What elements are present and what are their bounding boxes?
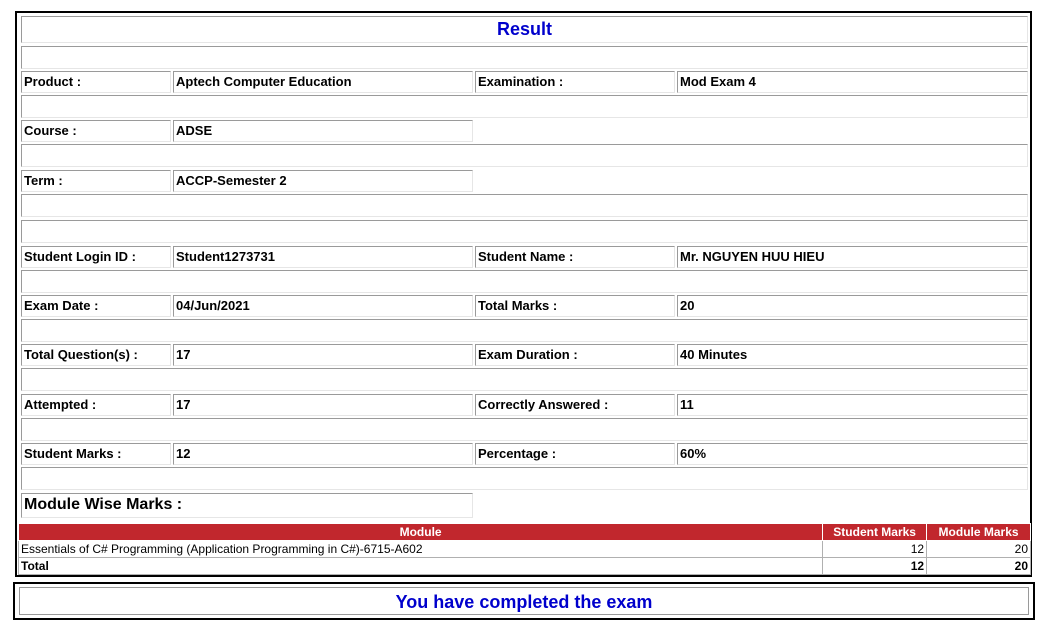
total-questions-value: 17 bbox=[176, 347, 191, 362]
total-marks-label: Total Marks : bbox=[478, 298, 558, 313]
spacer-row bbox=[21, 46, 1028, 69]
student-marks-label: Student Marks : bbox=[24, 446, 122, 461]
table-header-row bbox=[19, 524, 1031, 541]
exam-date-label: Exam Date : bbox=[24, 298, 99, 313]
attempted-value: 17 bbox=[176, 397, 191, 412]
product-value: Aptech Computer Education bbox=[176, 74, 352, 89]
column-header-module: Module bbox=[19, 524, 823, 541]
total-questions-value-cell bbox=[173, 344, 473, 366]
correct-label: Correctly Answered : bbox=[478, 397, 609, 412]
duration-label: Exam Duration : bbox=[478, 347, 578, 362]
total-module-marks-cell: 20 bbox=[927, 558, 1031, 575]
correct-value: 11 bbox=[680, 397, 694, 412]
examination-label: Examination : bbox=[478, 74, 564, 89]
spacer-row bbox=[21, 95, 1028, 118]
attempted-label: Attempted : bbox=[24, 397, 97, 412]
name-value: Mr. NGUYEN HUU HIEU bbox=[680, 249, 825, 264]
exam-date-value: 04/Jun/2021 bbox=[176, 298, 250, 313]
spacer-row bbox=[21, 368, 1028, 391]
examination-value: Mod Exam 4 bbox=[680, 74, 756, 89]
spacer-row bbox=[21, 194, 1028, 217]
total-marks-value-cell bbox=[677, 295, 1028, 317]
spacer-row bbox=[21, 418, 1028, 441]
table-row bbox=[19, 541, 1031, 558]
total-row bbox=[19, 558, 1031, 575]
login-value: Student1273731 bbox=[176, 249, 275, 264]
spacer-row bbox=[21, 319, 1028, 342]
student-marks-value: 12 bbox=[176, 446, 191, 461]
percentage-value: 60% bbox=[680, 446, 707, 461]
module-marks-table bbox=[18, 523, 1031, 575]
module-name-cell: Essentials of C# Programming (Application Programming in C#)-6715-A602 bbox=[19, 541, 823, 558]
correct-value-cell bbox=[677, 394, 1028, 416]
total-student-marks-cell: 12 bbox=[823, 558, 927, 575]
course-label: Course : bbox=[24, 123, 77, 138]
percentage-value-cell bbox=[677, 443, 1028, 465]
spacer-row bbox=[21, 270, 1028, 293]
page-title: Result bbox=[496, 19, 552, 39]
module-wise-heading: Module Wise Marks : bbox=[24, 496, 183, 513]
total-label-cell: Total bbox=[19, 558, 823, 575]
module-marks-cell: 20 bbox=[927, 541, 1031, 558]
name-label: Student Name : bbox=[478, 249, 574, 264]
term-label: Term : bbox=[24, 173, 63, 188]
login-label: Student Login ID : bbox=[24, 249, 136, 264]
spacer-row bbox=[21, 144, 1028, 167]
product-label: Product : bbox=[24, 74, 82, 89]
course-value: ADSE bbox=[176, 123, 213, 138]
course-value-cell bbox=[173, 120, 473, 142]
attempted-value-cell bbox=[173, 394, 473, 416]
percentage-label: Percentage : bbox=[478, 446, 557, 461]
column-header-student-marks: Student Marks bbox=[823, 524, 927, 541]
spacer-row bbox=[21, 467, 1028, 490]
column-header-module-marks: Module Marks bbox=[927, 524, 1031, 541]
spacer-row bbox=[21, 220, 1028, 243]
total-questions-label: Total Question(s) : bbox=[24, 347, 138, 362]
completion-banner bbox=[13, 582, 1035, 620]
duration-value: 40 Minutes bbox=[680, 347, 748, 362]
term-value: ACCP-Semester 2 bbox=[176, 173, 287, 188]
total-marks-value: 20 bbox=[680, 298, 695, 313]
student-marks-value-cell bbox=[173, 443, 473, 465]
completion-message: You have completed the exam bbox=[395, 592, 653, 612]
student-marks-cell: 12 bbox=[823, 541, 927, 558]
